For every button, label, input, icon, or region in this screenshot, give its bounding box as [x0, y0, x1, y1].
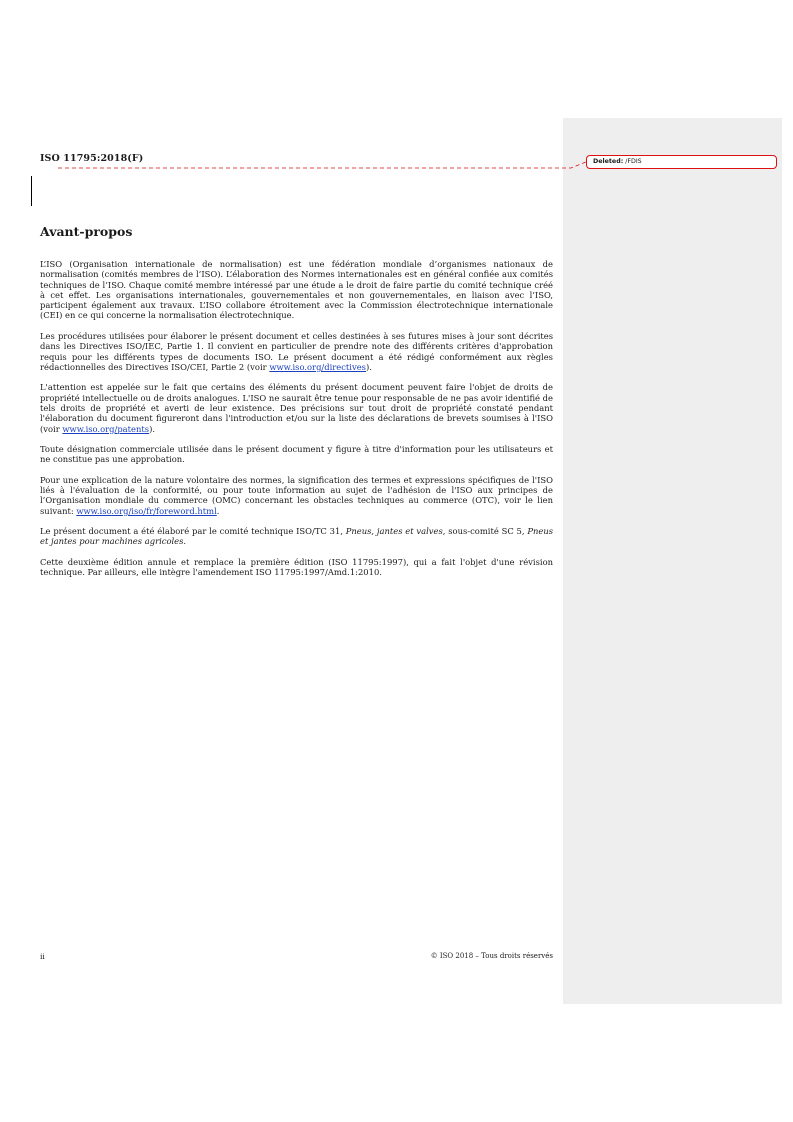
deleted-comment-balloon[interactable] [586, 155, 777, 169]
document-reference: ISO 11795:2018(F) [40, 153, 144, 164]
paragraph-1: L’ISO (Organisation internationale de normalisation) est une fédération mondiale d’organismes nationaux de normalisation (comités membres de l’ISO). L’élaboration des Normes internationales est en général confiée aux comités techniques de l’ISO. Chaque comité membre intéressé par une étude a le droit de faire partie du comité technique créé à cet effet. Les organisations internationales, gouvernementales et non gouvernementales, en liaison avec l’ISO, participent également aux travaux. L’ISO collabore étroitement avec la Commission électrotechnique internationale (CEI) en ce qui concerne la normalisation électrotechnique. [40, 259, 553, 321]
page-title: Avant-propos [40, 224, 133, 239]
foreword-body [40, 259, 553, 588]
paragraph-4: Toute désignation commerciale utilisée dans le présent document y figure à titre d'information pour les utilisateurs et ne constitue pas une approbation. [40, 444, 553, 465]
comments-pane [563, 118, 782, 1004]
patents-link[interactable]: www.iso.org/patents [62, 423, 150, 434]
copyright-notice: © ISO 2018 – Tous droits réservés [430, 952, 553, 960]
directives-link[interactable]: www.iso.org/directives [269, 361, 366, 372]
foreword-link[interactable]: www.iso.org/iso/fr/foreword.html [76, 505, 217, 516]
deleted-label: Deleted: [593, 158, 624, 165]
paragraph-5: Pour une explication de la nature volontaire des normes, la signification des termes et expressions spécifiques de l'ISO liés à l'évaluation de la conformité, ou pour toute information au sujet de l'adhésion de l'ISO aux principes de l’Organisation mondiale du commerce (OMC) concernant les obstacles techniques au commerce (OTC), voir le lien suivant: www.iso.org/iso/fr/foreword.html. [40, 474, 553, 516]
paragraph-3: L'attention est appelée sur le fait que certains des éléments du présent document peuvent faire l'objet de droits de propriété intellectuelle ou de droits analogues. L'ISO ne saurait être tenue pour responsable de ne pas avoir identifié de tels droits de propriété et averti de leur existence. Des précisions sur tout droit de propriété constaté pendant l'élaboration du document figureront dans l'introduction et/ou sur la liste des déclarations de brevets soumises à l'ISO (voir www.iso.org/patents). [40, 382, 553, 434]
comment-connector-line [0, 0, 793, 200]
paragraph-7: Cette deuxième édition annule et remplace la première édition (ISO 11795:1997), qui a fait l'objet d'une révision technique. Par ailleurs, elle intègre l'amendement ISO 11795:1997/Amd.1:2010. [40, 556, 553, 578]
deleted-text: /FDIS [623, 158, 642, 165]
page-number: ii [40, 952, 45, 961]
paragraph-6: Le présent document a été élaboré par le comité technique ISO/TC 31, Pneus, jantes et valves, sous-comité SC 5, Pneus et jantes pour machines agricoles. [40, 526, 554, 547]
paragraph-2: Les procédures utilisées pour élaborer le présent document et celles destinées à ses futures mises à jour sont décrites dans les Directives ISO/IEC, Partie 1. Il convient en particulier de prendre note des différents critères d'approbation requis pour les différents types de documents ISO. Le présent document a été rédigé conformément aux règles rédactionnelles des Directives ISO/CEI, Partie 2 (voir www.iso.org/directives). [40, 330, 553, 372]
